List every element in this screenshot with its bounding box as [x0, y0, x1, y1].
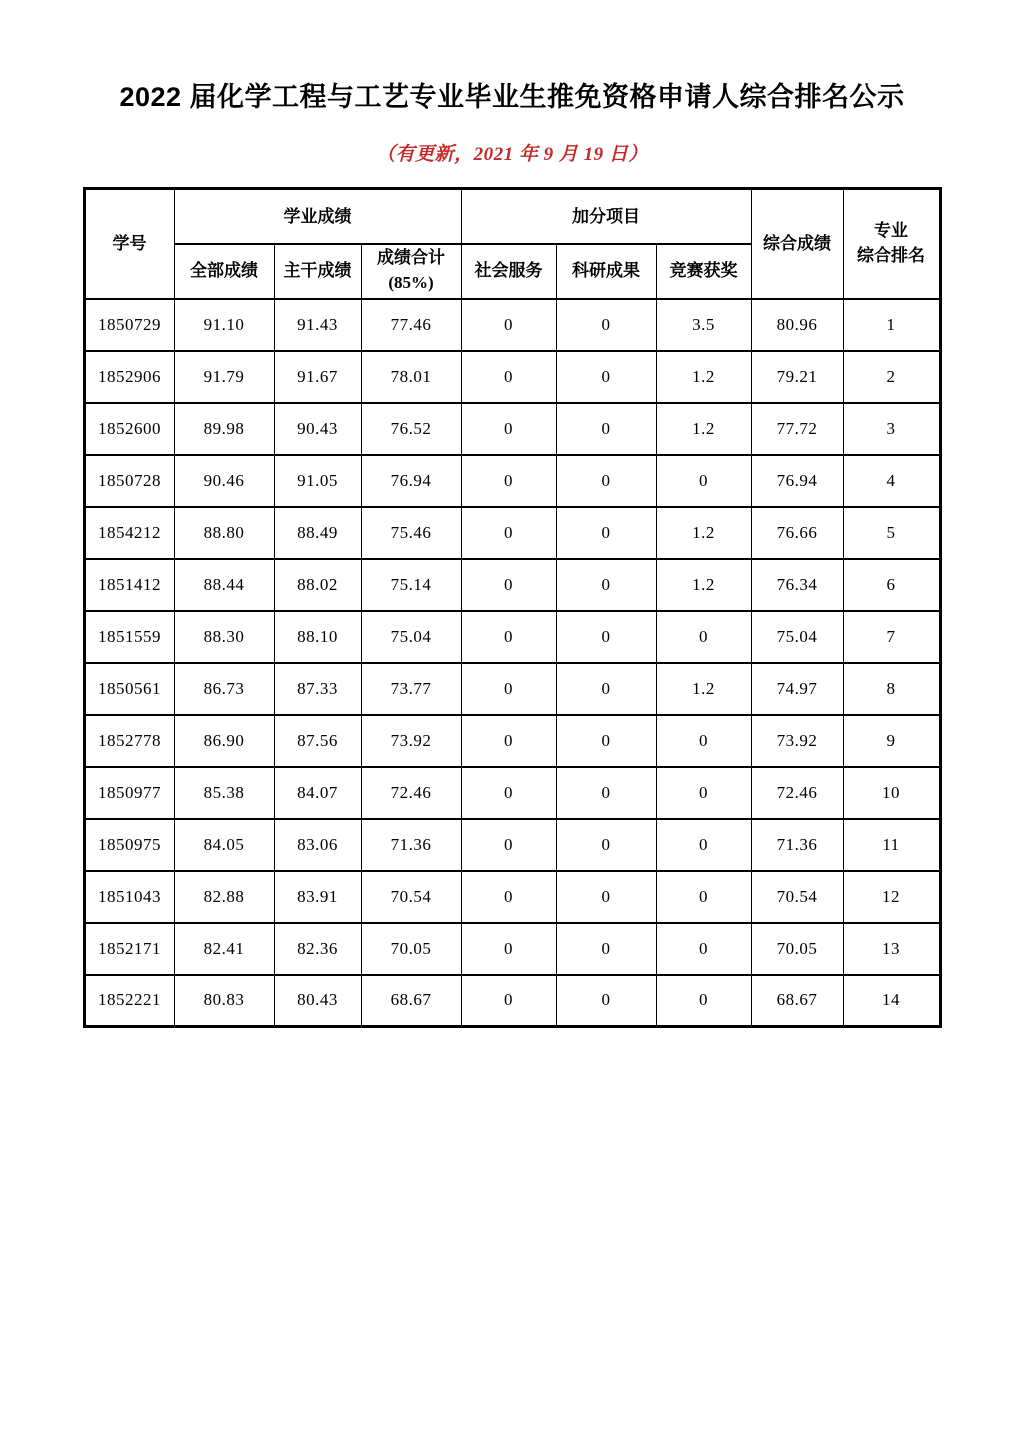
cell-research-result: 0: [556, 715, 656, 767]
cell-total-85: 75.14: [361, 559, 461, 611]
table-row: [84, 351, 940, 403]
cell-total-85: 70.05: [361, 923, 461, 975]
cell-core-score: 82.36: [274, 923, 361, 975]
cell-all-score: 80.83: [174, 975, 274, 1027]
cell-total-85: 76.52: [361, 403, 461, 455]
cell-research-result: 0: [556, 923, 656, 975]
cell-major-rank: 6: [843, 559, 940, 611]
cell-major-rank: 14: [843, 975, 940, 1027]
cell-composite-score: 75.04: [751, 611, 843, 663]
cell-composite-score: 77.72: [751, 403, 843, 455]
cell-competition-award: 1.2: [656, 507, 751, 559]
cell-composite-score: 73.92: [751, 715, 843, 767]
header-total-85-line1: 成绩合计: [377, 248, 445, 268]
cell-all-score: 84.05: [174, 819, 274, 871]
header-social-service: 社会服务: [461, 244, 556, 299]
cell-major-rank: 4: [843, 455, 940, 507]
table-row: [84, 923, 940, 975]
cell-research-result: 0: [556, 663, 656, 715]
cell-core-score: 91.67: [274, 351, 361, 403]
cell-student-id: 1852221: [84, 975, 174, 1027]
cell-student-id: 1850728: [84, 455, 174, 507]
cell-research-result: 0: [556, 611, 656, 663]
cell-all-score: 90.46: [174, 455, 274, 507]
cell-social-service: 0: [461, 767, 556, 819]
cell-all-score: 88.80: [174, 507, 274, 559]
cell-major-rank: 13: [843, 923, 940, 975]
cell-research-result: 0: [556, 455, 656, 507]
cell-all-score: 91.79: [174, 351, 274, 403]
table-row: [84, 715, 940, 767]
cell-social-service: 0: [461, 299, 556, 351]
cell-social-service: 0: [461, 715, 556, 767]
cell-core-score: 91.05: [274, 455, 361, 507]
table-row: [84, 455, 940, 507]
cell-core-score: 88.49: [274, 507, 361, 559]
cell-social-service: 0: [461, 819, 556, 871]
cell-total-85: 71.36: [361, 819, 461, 871]
cell-composite-score: 68.67: [751, 975, 843, 1027]
cell-core-score: 91.43: [274, 299, 361, 351]
cell-core-score: 83.91: [274, 871, 361, 923]
cell-student-id: 1850561: [84, 663, 174, 715]
cell-competition-award: 0: [656, 819, 751, 871]
cell-social-service: 0: [461, 351, 556, 403]
table-row: [84, 559, 940, 611]
header-academic-group: 学业成绩: [174, 189, 461, 244]
header-total-85: [361, 244, 461, 299]
cell-total-85: 77.46: [361, 299, 461, 351]
cell-social-service: 0: [461, 975, 556, 1027]
table-body: [84, 299, 940, 1027]
cell-research-result: 0: [556, 559, 656, 611]
cell-major-rank: 10: [843, 767, 940, 819]
table-row: [84, 403, 940, 455]
cell-composite-score: 76.34: [751, 559, 843, 611]
cell-competition-award: 0: [656, 455, 751, 507]
cell-student-id: 1851043: [84, 871, 174, 923]
cell-competition-award: 1.2: [656, 403, 751, 455]
cell-core-score: 88.10: [274, 611, 361, 663]
cell-composite-score: 76.94: [751, 455, 843, 507]
header-major-rank-line1: 专业: [874, 221, 908, 241]
header-major-rank-line2: 综合排名: [857, 245, 925, 265]
cell-total-85: 73.92: [361, 715, 461, 767]
cell-composite-score: 80.96: [751, 299, 843, 351]
cell-core-score: 80.43: [274, 975, 361, 1027]
cell-social-service: 0: [461, 403, 556, 455]
cell-research-result: 0: [556, 351, 656, 403]
cell-student-id: 1854212: [84, 507, 174, 559]
cell-student-id: 1852600: [84, 403, 174, 455]
cell-student-id: 1852778: [84, 715, 174, 767]
cell-major-rank: 5: [843, 507, 940, 559]
cell-major-rank: 8: [843, 663, 940, 715]
cell-competition-award: 3.5: [656, 299, 751, 351]
cell-student-id: 1850975: [84, 819, 174, 871]
cell-competition-award: 0: [656, 923, 751, 975]
cell-competition-award: 1.2: [656, 559, 751, 611]
cell-major-rank: 9: [843, 715, 940, 767]
cell-research-result: 0: [556, 819, 656, 871]
cell-composite-score: 71.36: [751, 819, 843, 871]
cell-major-rank: 12: [843, 871, 940, 923]
cell-competition-award: 1.2: [656, 663, 751, 715]
ranking-table: [83, 187, 942, 1028]
cell-all-score: 86.73: [174, 663, 274, 715]
cell-all-score: 88.44: [174, 559, 274, 611]
header-major-rank: [843, 189, 940, 299]
header-composite-score: 综合成绩: [751, 189, 843, 299]
cell-research-result: 0: [556, 767, 656, 819]
cell-core-score: 87.33: [274, 663, 361, 715]
table-row: [84, 871, 940, 923]
cell-all-score: 89.98: [174, 403, 274, 455]
header-research-result: 科研成果: [556, 244, 656, 299]
table-header: [84, 189, 940, 299]
cell-research-result: 0: [556, 871, 656, 923]
cell-major-rank: 1: [843, 299, 940, 351]
cell-student-id: 1850977: [84, 767, 174, 819]
cell-composite-score: 70.05: [751, 923, 843, 975]
cell-core-score: 88.02: [274, 559, 361, 611]
cell-competition-award: 0: [656, 975, 751, 1027]
cell-composite-score: 79.21: [751, 351, 843, 403]
cell-student-id: 1850729: [84, 299, 174, 351]
header-student-id: 学号: [84, 189, 174, 299]
cell-competition-award: 0: [656, 715, 751, 767]
cell-total-85: 68.67: [361, 975, 461, 1027]
cell-social-service: 0: [461, 507, 556, 559]
page-title: 2022 届化学工程与工艺专业毕业生推免资格申请人综合排名公示: [119, 82, 905, 112]
cell-social-service: 0: [461, 663, 556, 715]
cell-total-85: 76.94: [361, 455, 461, 507]
table-row: [84, 611, 940, 663]
header-competition-award: 竞赛获奖: [656, 244, 751, 299]
header-total-85-line2: (85%): [388, 273, 434, 293]
cell-major-rank: 2: [843, 351, 940, 403]
cell-social-service: 0: [461, 923, 556, 975]
update-note: （有更新，2021 年 9 月 19 日）: [376, 144, 648, 166]
cell-social-service: 0: [461, 871, 556, 923]
header-bonus-group: 加分项目: [461, 189, 751, 244]
cell-social-service: 0: [461, 559, 556, 611]
cell-student-id: 1851559: [84, 611, 174, 663]
cell-all-score: 85.38: [174, 767, 274, 819]
table-row: [84, 975, 940, 1027]
cell-all-score: 91.10: [174, 299, 274, 351]
cell-total-85: 75.04: [361, 611, 461, 663]
cell-composite-score: 70.54: [751, 871, 843, 923]
cell-social-service: 0: [461, 455, 556, 507]
cell-core-score: 87.56: [274, 715, 361, 767]
table-row: [84, 767, 940, 819]
cell-competition-award: 0: [656, 611, 751, 663]
cell-major-rank: 11: [843, 819, 940, 871]
cell-total-85: 78.01: [361, 351, 461, 403]
cell-student-id: 1852906: [84, 351, 174, 403]
cell-composite-score: 72.46: [751, 767, 843, 819]
cell-all-score: 88.30: [174, 611, 274, 663]
cell-composite-score: 76.66: [751, 507, 843, 559]
cell-social-service: 0: [461, 611, 556, 663]
cell-student-id: 1851412: [84, 559, 174, 611]
cell-research-result: 0: [556, 299, 656, 351]
cell-competition-award: 1.2: [656, 351, 751, 403]
cell-competition-award: 0: [656, 767, 751, 819]
header-group-row: [84, 189, 940, 244]
table-row: [84, 299, 940, 351]
cell-total-85: 75.46: [361, 507, 461, 559]
cell-core-score: 90.43: [274, 403, 361, 455]
cell-all-score: 86.90: [174, 715, 274, 767]
table-row: [84, 819, 940, 871]
header-all-score: 全部成绩: [174, 244, 274, 299]
header-core-score: 主干成绩: [274, 244, 361, 299]
cell-all-score: 82.41: [174, 923, 274, 975]
cell-total-85: 73.77: [361, 663, 461, 715]
cell-composite-score: 74.97: [751, 663, 843, 715]
cell-total-85: 72.46: [361, 767, 461, 819]
cell-core-score: 83.06: [274, 819, 361, 871]
cell-research-result: 0: [556, 975, 656, 1027]
cell-major-rank: 7: [843, 611, 940, 663]
cell-all-score: 82.88: [174, 871, 274, 923]
cell-research-result: 0: [556, 507, 656, 559]
table-row: [84, 663, 940, 715]
cell-major-rank: 3: [843, 403, 940, 455]
cell-total-85: 70.54: [361, 871, 461, 923]
cell-research-result: 0: [556, 403, 656, 455]
cell-core-score: 84.07: [274, 767, 361, 819]
table-row: [84, 507, 940, 559]
cell-competition-award: 0: [656, 871, 751, 923]
cell-student-id: 1852171: [84, 923, 174, 975]
